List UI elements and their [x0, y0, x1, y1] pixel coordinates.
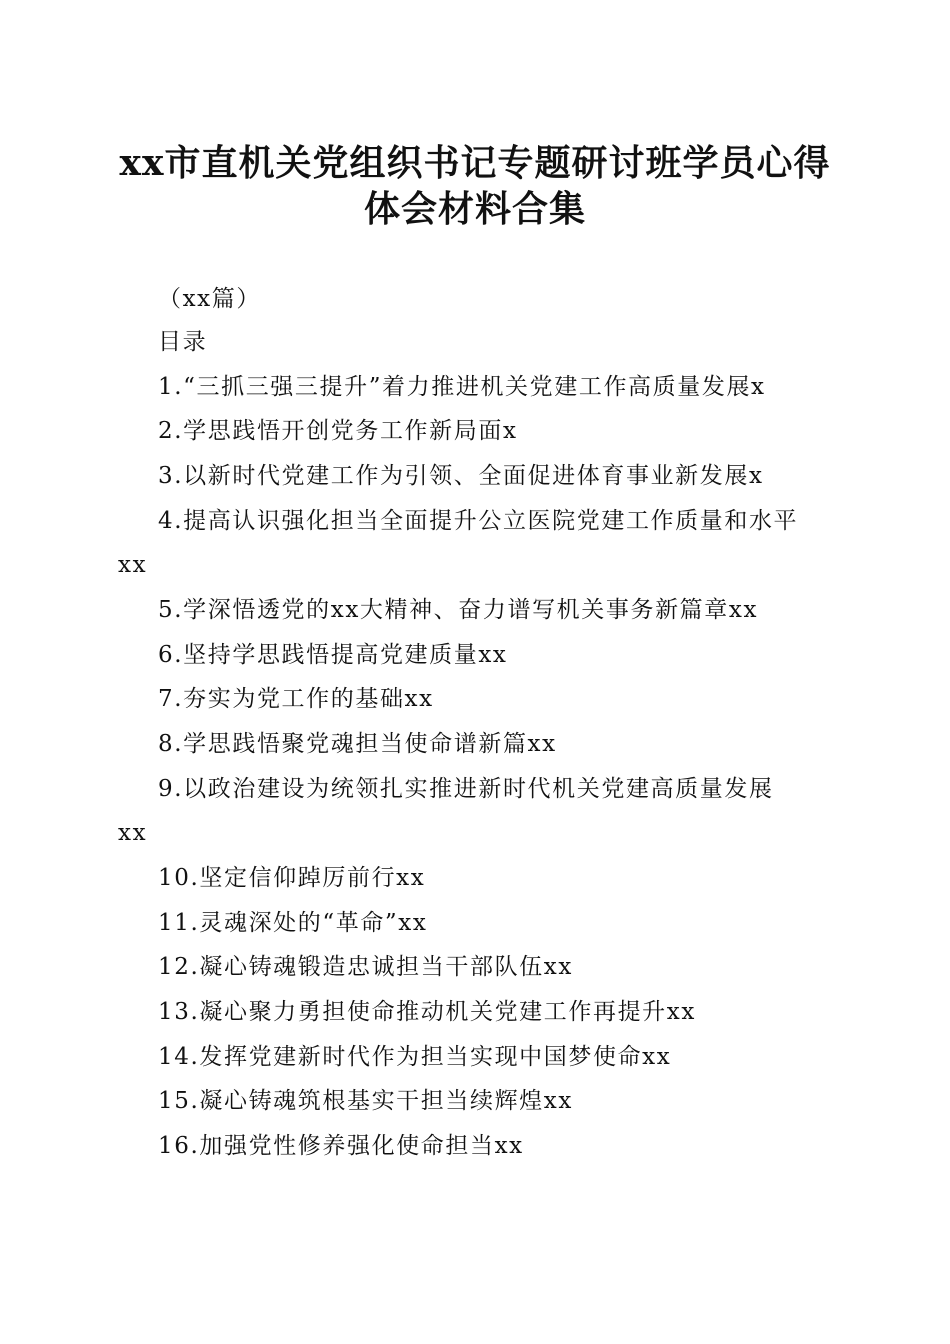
toc-item-9: 9.以政治建设为统领扎实推进新时代机关党建高质量发展 — [158, 776, 774, 802]
toc-item-13: 13.凝心聚力勇担使命推动机关党建工作再提升xx — [158, 999, 696, 1025]
toc-item-16: 16.加强党性修养强化使命担当xx — [158, 1133, 524, 1159]
toc-item-4-continuation: xx — [118, 552, 148, 578]
toc-item-1: 1.“三抓三强三提升”着力推进机关党建工作高质量发展x — [158, 374, 766, 400]
toc-item-2: 2.学思践悟开创党务工作新局面x — [158, 418, 518, 444]
document-title-line-1: xx市直机关党组织书记专题研讨班学员心得 — [119, 142, 831, 184]
toc-item-6: 6.坚持学思践悟提高党建质量xx — [158, 642, 508, 668]
toc-item-9-continuation: xx — [118, 820, 148, 846]
toc-item-8: 8.学思践悟聚党魂担当使命谱新篇xx — [158, 731, 557, 757]
toc-item-15: 15.凝心铸魂筑根基实干担当续辉煌xx — [158, 1088, 573, 1114]
toc-item-4: 4.提高认识强化担当全面提升公立医院党建工作质量和水平 — [158, 508, 799, 534]
toc-item-11: 11.灵魂深处的“革命”xx — [158, 910, 428, 936]
document-title-line-2: 体会材料合集 — [363, 188, 586, 230]
toc-item-12: 12.凝心铸魂锻造忠诚担当干部队伍xx — [158, 954, 573, 980]
document-subtitle: （xx篇） — [158, 286, 261, 312]
toc-item-5: 5.学深悟透党的xx大精神、奋力谱写机关事务新篇章xx — [158, 597, 759, 623]
toc-item-10: 10.坚定信仰踔厉前行xx — [158, 865, 426, 891]
toc-item-14: 14.发挥党建新时代作为担当实现中国梦使命xx — [158, 1044, 672, 1070]
toc-heading: 目录 — [158, 329, 208, 355]
toc-item-3: 3.以新时代党建工作为引领、全面促进体育事业新发展x — [158, 463, 764, 489]
toc-item-7: 7.夯实为党工作的基础xx — [158, 686, 434, 712]
